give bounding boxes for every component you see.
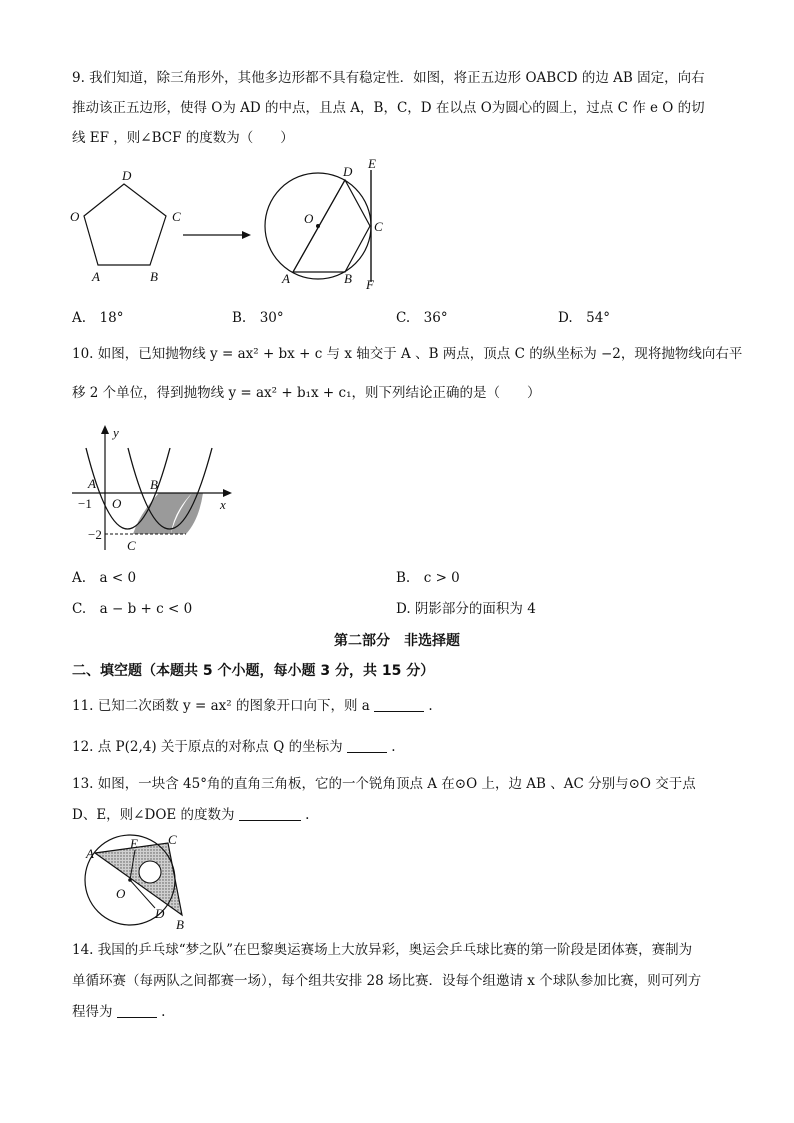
q9-label-c-right: C [374, 219, 383, 234]
q12-text: 12. 点 P(2,4) 关于原点的对称点 Q 的坐标为 [72, 739, 343, 755]
q9-label-o-right: O [304, 211, 314, 226]
q9-option-b: B. 30° [232, 310, 284, 326]
q9-label-b-left: B [150, 269, 158, 284]
q10-option-b: B. c > 0 [396, 570, 460, 586]
q10-option-a: A. a < 0 [72, 570, 137, 586]
q10-label-x: x [220, 497, 226, 512]
q10-label-a: A [88, 476, 96, 491]
q10-line-2: 移 2 个单位，得到抛物线 y = ax² + b₁x + c₁，则下列结论正确的是（ ） [72, 385, 541, 401]
q10-label-c: C [127, 538, 136, 553]
q9-label-c-left: C [172, 209, 181, 224]
q14-text: 程得为 [72, 1004, 113, 1020]
q9-line-2: 推动该正五边形，使得 O为 AD 的中点，且点 A，B，C，D 在以点 O为圆心的圆上，过点 C 作 e O 的切 [72, 100, 705, 116]
q9-label-b-right: B [344, 271, 352, 286]
q9-label-a-left: A [92, 269, 100, 284]
q9-label-d-left: D [122, 168, 132, 183]
q9-label-e: E [368, 156, 376, 171]
q10-line-1: 10. 如图，已知抛物线 y = ax² + bx + c 与 x 轴交于 A 、B 两点，顶点 C 的纵坐标为 −2，现将抛物线向右平 [72, 346, 743, 362]
q14-line-2: 单循环赛（每两队之间都赛一场），每个组共安排 28 场比赛．设每个组邀请 x 个球队参加比赛，则可列方 [72, 973, 702, 989]
q13-line-1: 13. 如图，一块含 45°角的直角三角板，它的一个锐角顶点 A 在⊙O 上，边 AB 、AC 分别与⊙O 交于点 [72, 776, 696, 792]
q10-option-d: D. 阴影部分的面积为 4 [396, 601, 536, 617]
q10-option-c: C. a − b + c < 0 [72, 601, 193, 617]
q14-answer-blank[interactable] [117, 1003, 157, 1018]
center-o-13 [128, 878, 132, 882]
q9-option-c: C. 36° [396, 310, 448, 326]
part-title: 二、填空题（本题共 5 个小题，每小题 3 分，共 15 分） [72, 663, 435, 679]
q9-line-1: 9. 我们知道，除三角形外，其他多边形都不具有稳定性．如图，将正五边形 OABCD 的边 AB 固定，向右 [72, 70, 705, 86]
q10-label-minus-two: −2 [88, 527, 102, 542]
q9-option-a: A. 18° [72, 310, 124, 326]
triangle-plate [95, 843, 182, 915]
q10-label-y: y [113, 425, 119, 440]
q9-label-o-left: O [70, 209, 80, 224]
q9-label-d-right: D [343, 164, 353, 179]
q14-line-1: 14. 我国的乒乓球“梦之队”在巴黎奥运赛场上大放异彩，奥运会乒乓球比赛的第一阶段是团体赛，赛制为 [72, 942, 693, 958]
q14-end: . [161, 1004, 166, 1020]
q9-label-a-right: A [282, 271, 290, 286]
q9-label-f: F [366, 277, 374, 292]
section-title: 第二部分 非选择题 [334, 633, 460, 649]
q10-label-o: O [112, 496, 122, 511]
q13-label-d: D [155, 906, 165, 921]
q11-end: . [428, 698, 433, 714]
q14-line-3 [72, 1002, 165, 1022]
q13-label-o: O [116, 886, 126, 901]
q10-label-minus-one: −1 [78, 496, 92, 511]
q9-line-3: 线 EF ，则∠BCF 的度数为（ ） [72, 130, 294, 146]
q12-end: . [391, 739, 396, 755]
q11-text: 11. 已知二次函数 y = ax² 的图象开口向下，则 a [72, 698, 370, 714]
q13-end: . [305, 807, 310, 823]
inner-hole [139, 861, 161, 883]
q13-label-b: B [176, 917, 184, 932]
q13-label-c: C [168, 832, 177, 847]
q9-option-d: D. 54° [558, 310, 611, 326]
q13-label-a: A [86, 846, 94, 861]
q13-label-e: E [130, 836, 138, 851]
q13-text: D、E，则∠DOE 的度数为 [72, 807, 235, 823]
q10-label-b: B [150, 477, 158, 492]
